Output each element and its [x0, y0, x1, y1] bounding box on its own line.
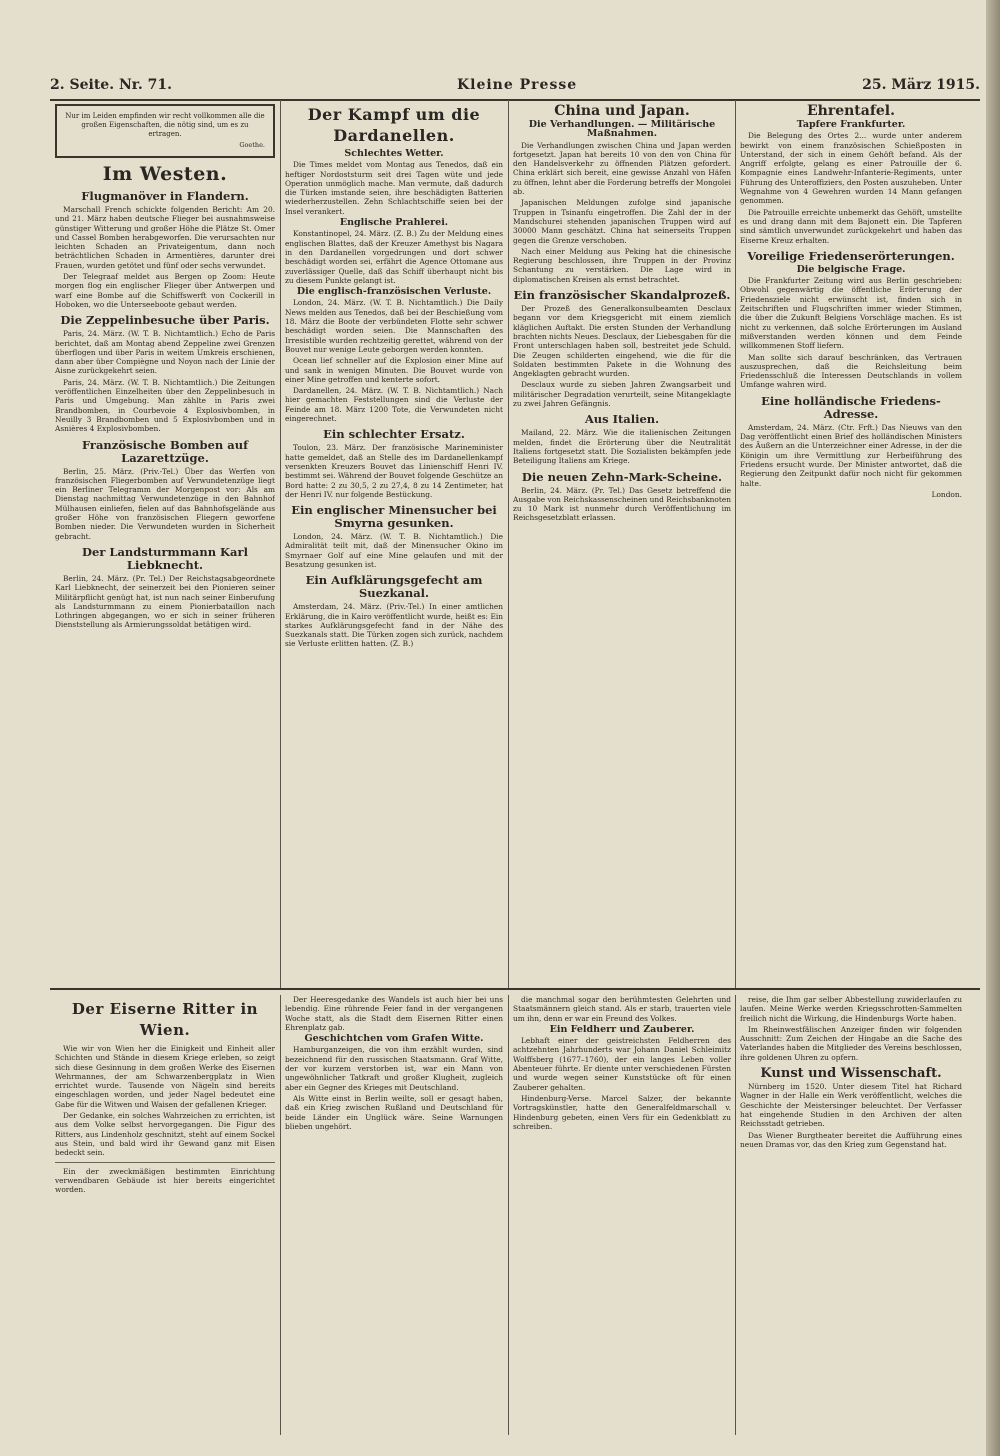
column-3 [513, 100, 731, 980]
article-heading: Englische Prahlerei. [339, 217, 449, 229]
article-paragraph: Mailand, 22. März. Wie die italienischen Zeitungen melden, findet die Erörterung über die Neutralität Italiens fortgesetzt statt. Die Sozialisten bekämpfen jede Beteiligung Italiens am Kriege. [513, 428, 731, 466]
article-paragraph: die manchmal sogar den berühmtesten Gelehrten und Staatsmännern gleich stand. Als er starb, trauerten viele um ihn, denn er war ein Freund des Volkes. [513, 995, 731, 1023]
article-paragraph: Amsterdam, 24. März. (Priv.-Tel.) In einer amtlichen Erklärung, die in Kairo veröffentlicht wurde, heißt es: Ein starkes Aufklärungsgefecht fand in der Nähe des Suezkanals statt. Die Türken zogen sich zurück, nachdem sie Verluste erlitten hatten. (Z. B.) [285, 602, 503, 649]
column-2 [285, 100, 503, 980]
newspaper-name: Kleine Presse [456, 77, 578, 93]
page-binding-edge [986, 0, 1000, 1456]
article-paragraph: Der Gedanke, ein solches Wahrzeichen zu errichten, ist aus dem Volke selbst hervorgegangen. Die Figur des Ritters, aus Lindenholz geschnitzt, steht auf einem Sockel aus Stein, und bald wird ihr Gewand ganz mit Eisen bedeckt sein. [55, 1111, 275, 1158]
article-paragraph: Der Prozeß des Generalkonsulbeamten Desclaux begann vor dem Kriegsgericht mit einem ziemlich kläglichen Auftakt. Die ersten Stunden der Verhandlung brachten nichts Neues. Desclaux, der Liebesgaben für die Front unterschlagen haben soll, bestreitet jede Schuld. Die Zeugen schilderten eingehend, wie die für die Soldaten bestimmten Pakete in die Wohnung des Angeklagten gebracht wurden. [513, 304, 731, 379]
article-heading: Ein französischer Skandalprozeß. [513, 288, 731, 303]
column-rule [508, 995, 509, 1435]
article-paragraph: Wie wir von Wien her die Einigkeit und Einheit aller Schichten und Stände in diesem Kriege erleben, so zeigt sich diese Gesinnung in dem großen Werke des Eisernen Wehrmannes, der am Schwarzenbergplatz in Wien errichtet wurde. Tausende von Nägeln sind bereits eingeschlagen worden, und jeder Nagel bedeutet eine Gabe für die Witwen und Waisen der gefallenen Krieger. [55, 1044, 275, 1109]
page-number: 2. Seite. Nr. 71. [50, 77, 172, 93]
motto-box [55, 104, 275, 158]
section-title: Der Eiserne Ritter in Wien. [71, 1000, 259, 1039]
article-heading: Der Landsturmmann Karl Liebknecht. [82, 544, 248, 572]
article-paragraph: Im Rheinwestfälischen Anzeiger finden wir folgenden Ausschnitt: Zum Zeichen der Hingabe an die Sache des Vaterlandes haben die Mitglieder des Vereins beschlossen, ihre goldenen Uhren zu opfern. [740, 1024, 962, 1062]
article-paragraph: Toulon, 23. März. Der französische Marineminister hatte gemeldet, daß an Stelle des im Dardanellenkampf versenkten Kreuzers Bouvet das Linienschiff Henri IV. bestimmt sei. Während der Bouvet folgende Geschütze an Bord hatte: 2 zu 30,5, 2 zu 27,4, 8 zu 14 Zentimeter, hat der Henri IV. nur folgende Bestückung. [285, 443, 503, 499]
article-heading: Aus Italien. [584, 412, 660, 427]
article-heading: Flugmanöver in Flandern. [81, 189, 249, 203]
section-title: Kunst und Wissenschaft. [760, 1066, 942, 1082]
article-subheading: Die belgische Frage. [796, 263, 906, 275]
article-paragraph: Der Heeresgedanke des Wandels ist auch hier bei uns lebendig. Eine rührende Feier fand in der vergangenen Woche statt, als die Stadt dem Eisernen Ritter einen Ehrenplatz gab. [285, 995, 503, 1032]
bottom-column-1 [55, 995, 275, 1435]
article-paragraph: Das Wiener Burgtheater bereitet die Aufführung eines neuen Dramas vor, das den Krieg zum Gegenstand hat. [740, 1130, 962, 1149]
article-paragraph: Ocean lief schneller auf die Explosion einer Mine auf und sank in wenigen Minuten. Die Bouvet wurde von einer Mine getroffen und kenterte sofort. [285, 356, 503, 384]
article-heading: Die englisch-französischen Verluste. [296, 286, 492, 298]
section-title: China und Japan. [554, 103, 690, 119]
motto-author: Goethe. [239, 141, 265, 149]
article-heading: Französische Bomben auf Lazarettzüge. [81, 437, 249, 465]
article-heading: Ein englischer Minensucher bei Smyrna gesunken. [291, 503, 497, 531]
article-paragraph: Berlin, 25. März. (Priv.-Tel.) Über das Werfen von französischen Fliegerbomben auf Verwundetenzüge liegt ein Berliner Telegramm der Morgenpost vor: Als am Dienstag nachmittag Verwundetenzüge in den Bahnhof Mülhausen einliefen, fielen auf das Bahnhofsgelände aus großer Höhe von französischen Fliegern geworfene Bomben nieder. Die Verwundeten wurden in Sicherheit gebracht. [55, 466, 275, 541]
article-paragraph: Japanischen Meldungen zufolge sind japanische Truppen in Tsinanfu eingetroffen. Die Zahl der in der Mandschurei stehenden japanischen Truppen wird auf 30000 Mann geschätzt. China hat seinerseits Truppen gegen die Grenze verschoben. [513, 198, 731, 245]
article-heading: Schlechtes Wetter. [344, 148, 444, 159]
article-paragraph: Konstantinopel, 24. März. (Z. B.) Zu der Meldung eines englischen Blattes, daß der Kreuzer Amethyst bis Nagara in den Dardanellen vorgedrungen und dort schwer beschädigt worden sei, erfährt die Agence Ottomane aus zuverlässiger Quelle, daß das Schiff überhaupt nicht bis zu diesem Punkte gelangt ist. [285, 229, 503, 285]
article-heading: Ein schlechter Ersatz. [323, 427, 465, 442]
column-1 [55, 100, 275, 980]
article-heading: Die neuen Zehn-Mark-Scheine. [521, 469, 723, 484]
motto-text: Nur im Leiden empfinden wir recht vollkommen alle die großen Eigenschaften, die nötig sind, um es zu ertragen. [65, 112, 265, 138]
issue-date: 25. März 1915. [862, 77, 980, 93]
column-rule [280, 100, 281, 988]
column-rule [280, 995, 281, 1435]
article-heading: Die Verhandlungen. — Militärische Maßnahmen. [528, 119, 716, 140]
separator [55, 1162, 275, 1163]
article-paragraph: Lebhaft einer der geistreichsten Feldherren des achtzehnten Jahrhunderts war Johann Daniel Schleimitz Wolffsberg (1677–1760), der ein langes Leben voller Abenteuer führte. Er diente unter verschiedenen Fürsten und wurde wegen seiner Kunststücke oft für einen Zauberer gehalten. [513, 1036, 731, 1092]
article-paragraph: Die Times meldet vom Montag aus Tenedos, daß ein heftiger Nordoststurm seit drei Tagen wüte und jede Operation unmöglich mache. Man vermute, daß dadurch die Türken imstande seien, ihre beschädigten Batterien wiederherzustellen. Zehn Schlachtschiffe seien bei der Insel verankert. [285, 160, 503, 216]
article-paragraph: Paris, 24. März. (W. T. B. Nichtamtlich.) Echo de Paris berichtet, daß am Montag abend Zeppeline zwei Grenzen überflogen und über Paris in weitem Umkreis erschienen, dann aber über Compiègne und Noyon nach der Linie der Aisne zurückgekehrt seien. [55, 329, 275, 376]
article-paragraph: Desclaux wurde zu sieben Jahren Zwangsarbeit und militärischer Degradation verurteilt, seine Mitangeklagte zu zwei Jahren Gefängnis. [513, 380, 731, 409]
section-rule [50, 988, 980, 990]
article-paragraph: Paris, 24. März. (W. T. B. Nichtamtlich.) Die Zeitungen veröffentlichen Einzelheiten über den Zeppelinbesuch in Paris und Umgebung. Man zählte in Paris zwei Brandbomben, in Courbevoie 4 Explosivbomben, in Neuilly 3 Brandbomben und 5 Explosivbomben und in Asnières 4 Explosivbomben. [55, 377, 275, 434]
bottom-column-2 [285, 995, 503, 1435]
article-paragraph: Die Frankfurter Zeitung wird aus Berlin geschrieben: Obwohl gegenwärtig die öffentliche Erörterung der Friedensziele nicht erwünscht ist, finden sich in Zeitschriften und Flugschriften immer wieder Stimmen, die über die Zukunft Belgiens Vorschläge machen. Es ist nicht zu verkennen, daß solche Erörterungen im Ausland mißverstanden werden können und dem Feinde willkommenen Stoff liefern. [740, 276, 962, 351]
article-paragraph: Hindenburg-Verse. Marcel Salzer, der bekannte Vortragskünstler, hatte den Generalfeldmarschall v. Hindenburg gebeten, einen Vers für ein Gedenkblatt zu schreiben. [513, 1093, 731, 1131]
article-heading: Ein Feldherr und Zauberer. [549, 1023, 695, 1035]
column-rule [735, 100, 736, 988]
article-paragraph: Der Telegraaf meldet aus Bergen op Zoom: Heute morgen flog ein englischer Flieger über Antwerpen und warf eine Bombe auf die Schiffswerft von Cockerill in Hoboken, wo die Unterseeboote gebaut werden. [55, 272, 275, 309]
notice: Ein der zweckmäßigen bestimmten Einrichtung verwendbaren Gebäude ist hier bereits eingerichtet worden. [55, 1166, 275, 1195]
section-title: Der Kampf um die Dardanellen. [307, 105, 481, 145]
bottom-column-3 [513, 995, 731, 1435]
article-paragraph: Berlin, 24. März. (Pr. Tel.) Der Reichstagsabgeordnete Karl Liebknecht, der seinerzeit bei den Pionieren seiner Militärpflicht genügt hat, ist nun nach seiner Einberufung als Landsturmmann zu einem Pionierbataillon nach Lothringen abgegangen, wo er sich in seiner früheren Dienststellung als Armierungssoldat betätigen wird. [55, 573, 275, 630]
article-paragraph: Berlin, 24. März. (Pr. Tel.) Das Gesetz betreffend die Ausgabe von Reichskassenscheinen und Reichsbanknoten zu 10 Mark ist nunmehr durch Veröffentlichung im Reichsgesetzblatt erlassen. [513, 485, 731, 523]
article-heading: Geschichtchen vom Grafen Witte. [304, 1033, 484, 1045]
article-paragraph: Amsterdam, 24. März. (Ctr. Frft.) Das Nieuws van den Dag veröffentlicht einen Brief des holländischen Ministers des Äußern an die Unterzeichner einer Adresse, in der die Königin um ihre Vermittlung zur Herbeiführung des Friedens ersucht wurde. Der Minister antwortet, daß die Regierung den Zeitpunkt dafür noch nicht für gekommen halte. [740, 422, 962, 488]
column-rule [735, 995, 736, 1435]
article-paragraph: Die Belegung des Ortes 2... wurde unter anderem bewirkt von einem französischen Schießposten in Unterstand, der sich in einem Gehöft befand. Als der Angriff erfolgte, gelang es einer Patrouille der 6. Kompagnie eines Landwehr-Infanterie-Regiments, unter Führung des Unteroffiziers, den Posten auszuheben. Unter Wegnahme von 4 Gewehren wurden 14 Mann gefangen genommen. [740, 131, 962, 206]
column-rule [508, 100, 509, 988]
article-paragraph: Nach einer Meldung aus Peking hat die chinesische Regierung beschlossen, ihre Truppen in der Provinz Schantung zu verstärken. Die Lage wird in diplomatischen Kreisen als ernst betrachtet. [513, 246, 731, 284]
section-title: Ehrentafel. [807, 103, 895, 119]
article-paragraph: Die Patrouille erreichte unbemerkt das Gehöft, umstellte es und drang dann mit dem Bajonett ein. Die Tapferen sind sämtlich unverwundet zurückgekehrt und haben das Eiserne Kreuz erhalten. [740, 207, 962, 245]
article-paragraph: Als Witte einst in Berlin weilte, soll er gesagt haben, daß ein Krieg zwischen Rußland und Deutschland für beide Länder ein Unglück wäre. Seine Warnungen blieben ungehört. [285, 1093, 503, 1131]
article-paragraph: Nürnberg im 1520. Unter diesem Titel hat Richard Wagner in der Halle ein Werk veröffentlicht, welches die Geschichte der Meistersinger beleuchtet. Der Verfasser hat eingehende Studien in den Archiven der alten Reichsstadt getrieben. [740, 1082, 962, 1129]
article-paragraph: Dardanellen, 24. März. (W. T. B. Nichtamtlich.) Nach hier gemachten Feststellungen sind die Verluste der Feinde am 18. März 1200 Tote, die Verwundeten nicht eingerechnet. [285, 386, 503, 424]
page-header [50, 74, 980, 101]
article-paragraph: London, 24. März. (W. T. B. Nichtamtlich.) Die Daily News melden aus Tenedos, daß bei der Beschießung vom 18. März die Boote der verbündeten Flotte sehr schwer beschädigt worden seien. Die Mannschaften des Irresistible wurden rechtzeitig gerettet, während von der Bouvet nur wenige Leute geborgen werden konnten. [285, 298, 503, 354]
article-paragraph: Man sollte sich darauf beschränken, das Vertrauen auszusprechen, daß die Reichsleitung beim Friedensschluß die Interessen Deutschlands in vollem Umfange wahren wird. [740, 352, 962, 390]
bottom-column-4 [740, 995, 962, 1435]
signature: London. [931, 489, 962, 499]
article-heading: Die Zeppelinbesuche über Paris. [60, 313, 270, 328]
article-heading: Tapfere Frankfurter. [796, 119, 906, 130]
column-4 [740, 100, 962, 980]
article-paragraph: Hamburganzeigen, die von ihm erzählt wurden, sind bezeichnend für den russischen Staatsmann. Graf Witte, der vor kurzem verstorben ist, war ein Mann von ungewöhnlicher Tatkraft und großer Klugheit, zugleich aber ein Gegner des Krieges mit Deutschland. [285, 1045, 503, 1092]
article-paragraph: London, 24. März. (W. T. B. Nichtamtlich.) Die Admiralität teilt mit, daß der Minensucher Okino im Smyrnaer Golf auf eine Mine gelaufen und mit der Besatzung gesunken ist. [285, 532, 503, 569]
article-paragraph: reise, die Ihm gar selber Abbestellung zuwiderlaufen zu laufen. Meine Werke werden Kriegsschrotten-Sammelten freilich nicht die Wirkung, die Hindenburgs Worte haben. [740, 995, 962, 1023]
article-heading: Eine holländische Friedens-Adresse. [761, 393, 941, 421]
article-paragraph: Die Verhandlungen zwischen China und Japan werden fortgesetzt. Japan hat bereits 10 von den von China für den Handelsverkehr zu öffnenden Plätzen gefordert. China erklärt sich bereit, eine gewisse Anzahl von Häfen zu öffnen, lehnt aber die Forderung betreffs der Mongolei ab. [513, 140, 731, 197]
article-heading: Ein Aufklärungsgefecht am Suezkanal. [305, 573, 483, 601]
article-heading: Voreilige Friedenserörterungen. [747, 248, 955, 263]
article-paragraph: Marschall French schickte folgenden Bericht: Am 20. und 21. März haben deutsche Flieger bei ausnahmsweise günstiger Witterung und großer Höhe die Plätze St. Omer und Cassel Bomben herabgeworfen. Die verursachten nur leichten Schaden an Privateigentum, dann noch beträchtlichen Schaden in Armentières, darunter drei Frauen, wurden getötet und fünf oder sechs verwundet. [55, 205, 275, 270]
section-title: Im Westen. [102, 163, 228, 185]
